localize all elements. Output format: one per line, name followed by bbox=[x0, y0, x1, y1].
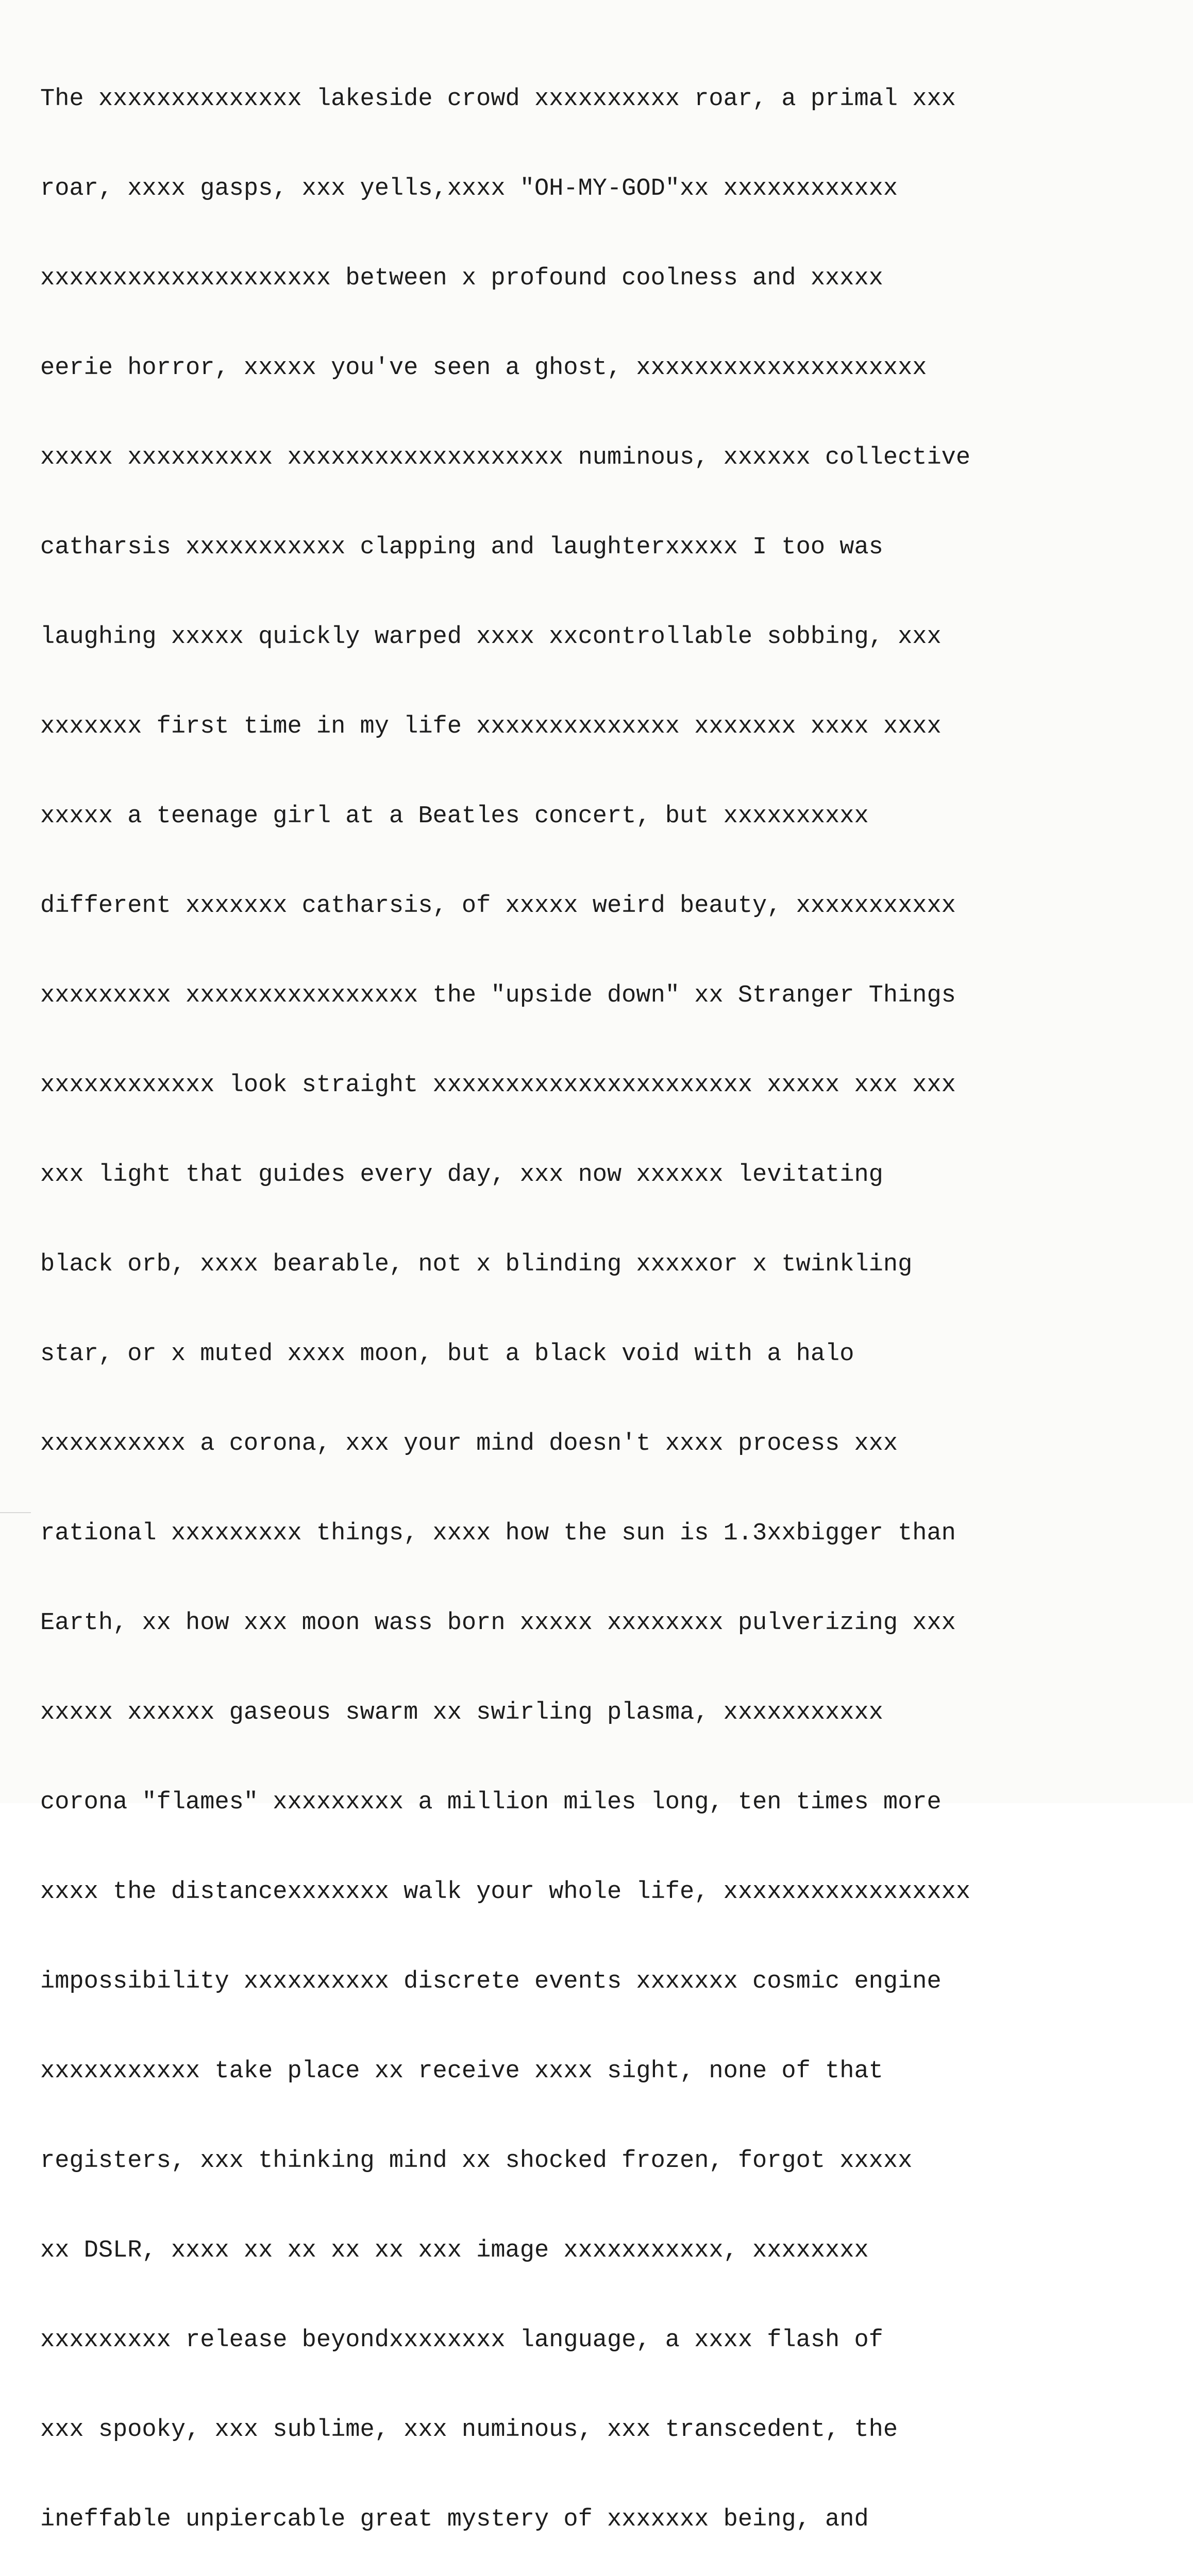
text-line: star, or x muted xxxx moon, but a black void with a halo bbox=[40, 1341, 854, 1368]
text-line: eerie horror, xxxxx you've seen a ghost, xxxxxxxxxxxxxxxxxxxx bbox=[40, 354, 927, 382]
text-line: rational xxxxxxxxx things, xxxx how the sun is 1.3xxbigger than bbox=[40, 1520, 956, 1547]
text-line: catharsis xxxxxxxxxxx clapping and laughterxxxxx I too was bbox=[40, 534, 883, 561]
text-line: xxxxx a teenage girl at a Beatles concert, but xxxxxxxxxx bbox=[40, 803, 869, 830]
text-line: xxxxxxxxxx a corona, xxx your mind doesn't xxxx process xxx bbox=[40, 1430, 898, 1458]
text-line: xxx light that guides every day, xxx now xxxxxx levitating bbox=[40, 1161, 883, 1189]
text-line: xxxxxxx first time in my life xxxxxxxxxxxxxx xxxxxxx xxxx xxxx bbox=[40, 713, 942, 740]
text-line: xx DSLR, xxxx xx xx xx xx xxx image xxxxxxxxxxx, xxxxxxxx bbox=[40, 2237, 869, 2264]
text-line: xxx spooky, xxx sublime, xxx numinous, xxx transcedent, the bbox=[40, 2416, 898, 2444]
text-line: xxxxxxxxx xxxxxxxxxxxxxxxx the "upside down" xx Stranger Things bbox=[40, 982, 956, 1009]
text-line: xxxxxxxxxxxx look straight xxxxxxxxxxxxxxxxxxxxxx xxxxx xxx xxx bbox=[40, 1072, 956, 1099]
paper-fold-mark bbox=[0, 1512, 31, 1513]
text-line: xxxxx xxxxxxxxxx xxxxxxxxxxxxxxxxxxx numinous, xxxxxx collective bbox=[40, 444, 971, 471]
text-line: black orb, xxxx bearable, not x blinding xxxxxor x twinkling bbox=[40, 1251, 913, 1278]
text-line: xxxx the distancexxxxxxx walk your whole life, xxxxxxxxxxxxxxxxx bbox=[40, 1878, 971, 1906]
text-line: roar, xxxx gasps, xxx yells,xxxx "OH-MY-GOD"xx xxxxxxxxxxxx bbox=[40, 175, 898, 202]
text-line: corona "flames" xxxxxxxxx a million miles long, ten times more bbox=[40, 1789, 942, 1816]
text-line: ineffable unpiercable great mystery of xxxxxxx being, and bbox=[40, 2506, 869, 2533]
text-line: different xxxxxxx catharsis, of xxxxx weird beauty, xxxxxxxxxxx bbox=[40, 892, 956, 920]
text-line: xxxxxxxxxxx take place xx receive xxxx sight, none of that bbox=[40, 2058, 883, 2085]
text-line: xxxxxxxxxxxxxxxxxxxx between x profound coolness and xxxxx bbox=[40, 265, 883, 292]
text-line: The xxxxxxxxxxxxxx lakeside crowd xxxxxxxxxx roar, a primal xxx bbox=[40, 86, 956, 113]
typewritten-text-block bbox=[40, 25, 1174, 2576]
text-line: impossibility xxxxxxxxxx discrete events xxxxxxx cosmic engine bbox=[40, 1968, 942, 1995]
text-line: laughing xxxxx quickly warped xxxx xxcontrollable sobbing, xxx bbox=[40, 623, 942, 651]
text-line: xxxxx xxxxxx gaseous swarm xx swirling plasma, xxxxxxxxxxx bbox=[40, 1699, 883, 1726]
text-line: registers, xxx thinking mind xx shocked frozen, forgot xxxxx bbox=[40, 2147, 913, 2175]
text-line: Earth, xx how xxx moon wass born xxxxx xxxxxxxx pulverizing xxx bbox=[40, 1609, 956, 1637]
text-line: xxxxxxxxx release beyondxxxxxxxx language, a xxxx flash of bbox=[40, 2327, 883, 2354]
